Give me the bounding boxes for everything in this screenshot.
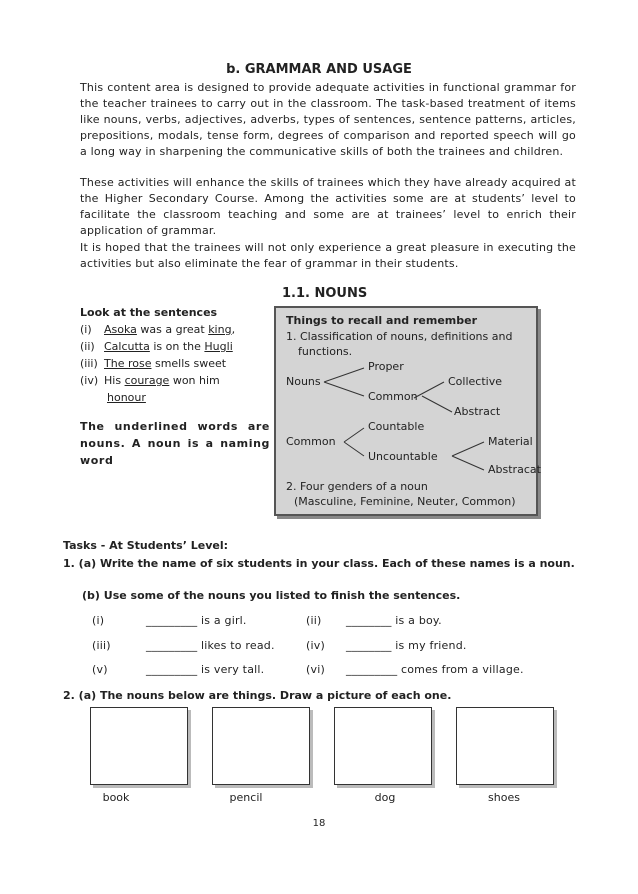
example-sentences (80, 304, 270, 406)
sentence-text: His (104, 374, 125, 387)
sentence-1 (80, 321, 270, 338)
label-proper: Proper (368, 360, 404, 373)
fill-number: (iv) (306, 639, 325, 652)
underlined-noun: honour (107, 391, 146, 404)
sentence-text: smells sweet (151, 357, 227, 370)
caption-book: book (102, 791, 130, 804)
recall-item-2-cont: (Masculine, Feminine, Neuter, Common) (294, 495, 516, 508)
sentence-text: was a great (136, 323, 209, 336)
recall-item-2: 2. Four genders of a noun (286, 480, 428, 493)
fill-sentence: _________ is a girl. (146, 614, 247, 627)
fill-sentence: _________ is very tall. (146, 663, 265, 676)
noun-definition: The underlined words are nouns. A noun is a naming word (80, 420, 270, 467)
label-abstracat: Abstracat (488, 463, 541, 476)
sentence-4 (80, 372, 270, 389)
sentence-number: (i) (80, 323, 92, 336)
recall-item-1-cont: functions. (298, 345, 353, 358)
task-1a: 1. (a) Write the name of six students in your class. Each of these names is a noun. (63, 557, 575, 570)
label-common-2: Common (286, 435, 336, 448)
fill-number: (i) (92, 614, 105, 627)
task-2a: 2. (a) The nouns below are things. Draw a picture of each one. (63, 689, 452, 702)
recall-box (274, 306, 541, 516)
underlined-noun: Hugli (204, 340, 233, 353)
tasks-heading: Tasks - At Students’ Level: (63, 539, 229, 552)
drawing-box-dog[interactable] (334, 707, 432, 785)
label-countable: Countable (368, 420, 425, 433)
drawing-box-pencil[interactable] (212, 707, 310, 785)
fill-sentence: _________ likes to read. (146, 639, 275, 652)
recall-item-1: 1. Classification of nouns, definitions and (286, 330, 513, 343)
caption-shoes: shoes (488, 791, 520, 804)
sentence-number: (iv) (80, 374, 99, 387)
underlined-noun: king (208, 323, 232, 336)
underlined-noun: Asoka (104, 323, 137, 336)
sentence-3 (80, 355, 270, 372)
fill-sentence: _________ comes from a village. (346, 663, 524, 676)
label-collective: Collective (448, 375, 502, 388)
fill-sentence: ________ is my friend. (346, 639, 467, 652)
fill-number: (v) (92, 663, 108, 676)
drawing-box-book[interactable] (90, 707, 188, 785)
intro-paragraph: This content area is designed to provide adequate activities in functional grammar for the teacher trainees to carry out in the classroom. The task-based treatment of items like nouns, verbs, adjectives, adverbs, types of sentences, sentence patterns, articles, prepositions, modals, tense form, degrees of comparison and reported speech will go a long way in sharpening the communicative skills of both the trainees and children. (80, 81, 576, 158)
recall-heading: Things to recall and remember (286, 314, 478, 327)
sentence-number: (ii) (80, 340, 95, 353)
sentence-text: is on the (149, 340, 205, 353)
underlined-noun: Calcutta (104, 340, 150, 353)
task-1b: (b) Use some of the nouns you listed to finish the sentences. (82, 589, 461, 602)
fill-number: (iii) (92, 639, 111, 652)
activities-paragraph: These activities will enhance the skills of trainees which they have already acquired at the Higher Secondary Course. Among the activities some are at students’ level to facilitate the classroom teaching and some are at trainees’ level to enrich their application of grammar. (80, 176, 576, 237)
label-nouns: Nouns (286, 375, 321, 388)
hope-paragraph: It is hoped that the trainees will not only experience a great pleasure in executing the activities but also eliminate the fear of grammar in their students. (80, 241, 576, 270)
section-title: b. GRAMMAR AND USAGE (226, 62, 412, 77)
label-abstract: Abstract (454, 405, 501, 418)
sentence-2 (80, 338, 270, 355)
label-material: Material (488, 435, 533, 448)
page-number: 18 (312, 818, 326, 829)
label-common: Common (368, 390, 418, 403)
label-uncountable: Uncountable (368, 450, 438, 463)
sentence-text: , (231, 323, 236, 336)
fill-sentence: ________ is a boy. (346, 614, 442, 627)
sentence-number: (iii) (80, 357, 98, 370)
sentence-text: won him (169, 374, 220, 387)
caption-dog: dog (374, 791, 396, 804)
fill-number: (vi) (306, 663, 325, 676)
underlined-noun: courage (124, 374, 170, 387)
underlined-noun: The rose (104, 357, 152, 370)
fill-number: (ii) (306, 614, 322, 627)
drawing-box-shoes[interactable] (456, 707, 554, 785)
nouns-heading: 1.1. NOUNS (282, 286, 368, 301)
caption-pencil: pencil (229, 791, 263, 804)
example-heading: Look at the sentences (80, 306, 218, 319)
